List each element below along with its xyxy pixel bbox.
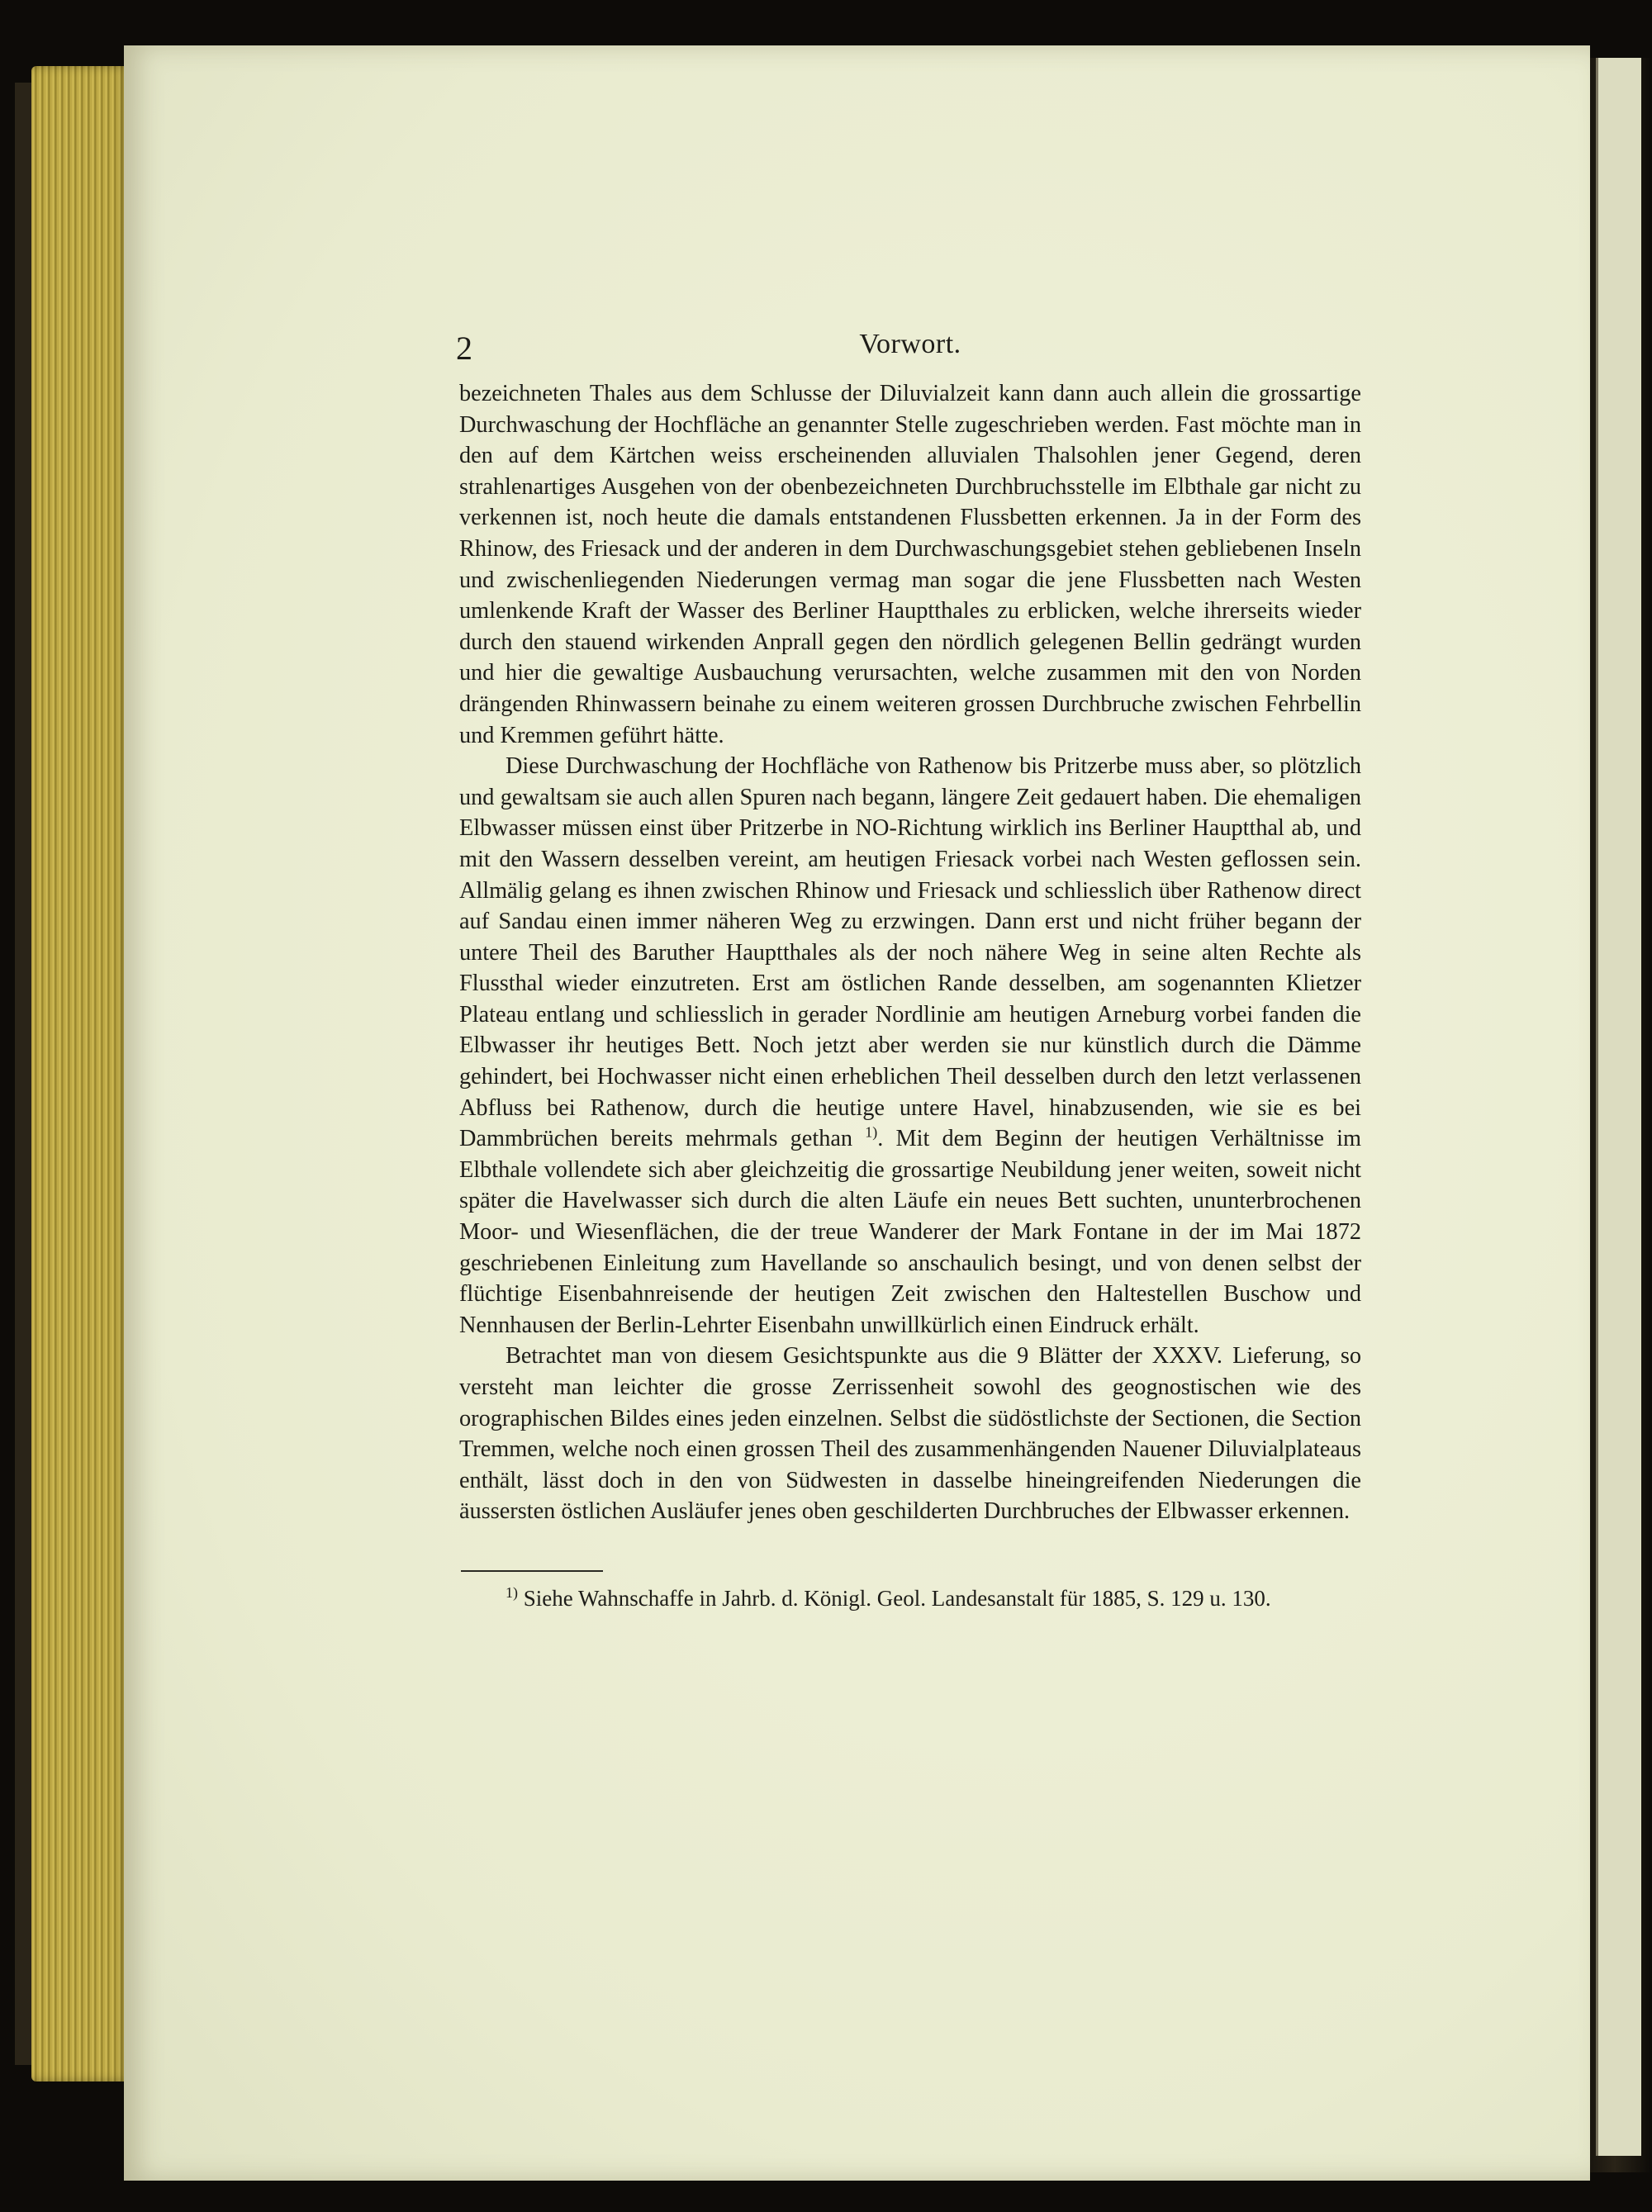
facing-page-edge	[1596, 58, 1641, 2156]
paragraph-1: bezeichneten Thales aus dem Schlusse der Diluvialzeit kann dann auch allein die grossartige Durchwaschung der Hochfläche an genannter Stelle zugeschrieben werden. Fast möchte man in den auf dem Kärtchen weiss erscheinenden alluvialen Thalsohlen jener Gegend, deren strahlenartiges Ausgehen von der obenbezeichneten Durchbruchsstelle im Elbthale gar nicht zu verkennen ist, noch heute die damals entstandenen Flussbetten erkennen. Ja in der Form des Rhinow, des Friesack und der anderen in dem Durchwaschungsgebiet stehen gebliebenen Inseln und zwischenliegenden Niederungen vermag man sogar die jene Flussbetten nach Westen umlenkende Kraft der Wasser des Berliner Hauptthales zu erblicken, welche ihrerseits wieder durch den stauend wirkenden Anprall gegen den nördlich gelegenen Bellin gedrängt wurden und hier die gewaltige Ausbauchung verursachten, welche zusammen mit den von Norden drängenden Rhinwassern beinahe zu einem weiteren grossen Durchbruche zwischen Fehrbellin und Kremmen geführt hätte.	[459, 381, 1361, 748]
footnote-reference: 1)	[865, 1123, 878, 1141]
page-content	[456, 329, 1362, 1613]
page-edges	[31, 66, 131, 2081]
footnote-marker: 1)	[506, 1583, 518, 1601]
footnote-text: Siehe Wahnschaffe in Jahrb. d. Königl. Geol. Landesanstalt für 1885, S. 129 u. 130.	[523, 1585, 1271, 1611]
paragraph-3: Betrachtet man von diesem Gesichtspunkte aus die 9 Blätter der XXXV. Lieferung, so versteht man leichter die grosse Zerrissenheit sowohl des geognostischen wie des orographischen Bildes eines jeden einzelnen. Selbst die südöstlichste der Sectionen, die Section Tremmen, welche noch einen grossen Theil des zusammenhängenden Nauener Diluvialplateaus enthält, lässt doch in den von Südwesten in dasselbe hineingreifenden Niederungen die äussersten östlichen Ausläufer jenes oben geschilderten Durchbruches der Elbwasser erkennen.	[459, 1343, 1361, 1525]
paragraph-2	[459, 751, 1361, 1341]
footnote	[459, 1583, 1361, 1613]
body-text	[459, 378, 1361, 1527]
paragraph-2-continuation: . Mit dem Beginn der heutigen Verhältnisse im Elbthale vollendete sich aber gleichzeitig die grossartige Neubildung jener weiten, soweit nicht später die Havelwasser sich durch die alten Läufe ein neues Bett suchten, ununterbrochenen Moor- und Wiesenflächen, die der treue Wanderer der Mark Fontane in der im Mai 1872 geschriebenen Einleitung zum Havellande so anschaulich besingt, und von denen selbst der flüchtige Eisenbahnreisende der heutigen Zeit zwischen den Haltestellen Buschow und Nennhausen der Berlin-Lehrter Eisenbahn unwillkürlich einen Eindruck erhält.	[459, 1126, 1362, 1338]
page-number: 2	[456, 330, 472, 367]
running-head	[456, 329, 1361, 378]
footnote-divider	[461, 1570, 603, 1572]
paragraph-2-text: Diese Durchwaschung der Hochfläche von Rathenow bis Pritzerbe muss aber, so plötzlich und gewaltsam sie auch allen Spuren nach begann, längere Zeit gedauert haben. Die ehemaligen Elbwasser müssen einst über Pritzerbe in NO-Richtung wirklich ins Berliner Hauptthal ab, und mit den Wassern desselben vereint, am heutigen Friesack vorbei nach Westen geflossen sein. Allmälig gelang es ihnen zwischen Rhinow und Friesack und schliesslich über Rathenow direct auf Sandau einen immer näheren Weg zu erzwingen. Dann erst und nicht früher begann der untere Theil des Baruther Hauptthales als der noch nähere Weg in seine alten Rechte als Flussthal wieder einzutreten. Erst am östlichen Rande desselben, am sogenannten Klietzer Plateau entlang und schliesslich in gerader Nordlinie am heutigen Arneburg vorbei fanden die Elbwasser ihr heutiges Bett. Noch jetzt aber werden sie nur künstlich durch die Dämme gehindert, bei Hochwasser nicht einen erheblichen Theil desselben durch den letzt verlassenen Abfluss bei Rathenow, durch die heutige untere Havel, hinabzusenden, wie sie es bei Dammbrüchen bereits mehrmals gethan	[459, 753, 1361, 1152]
running-title: Vorwort.	[859, 329, 961, 359]
